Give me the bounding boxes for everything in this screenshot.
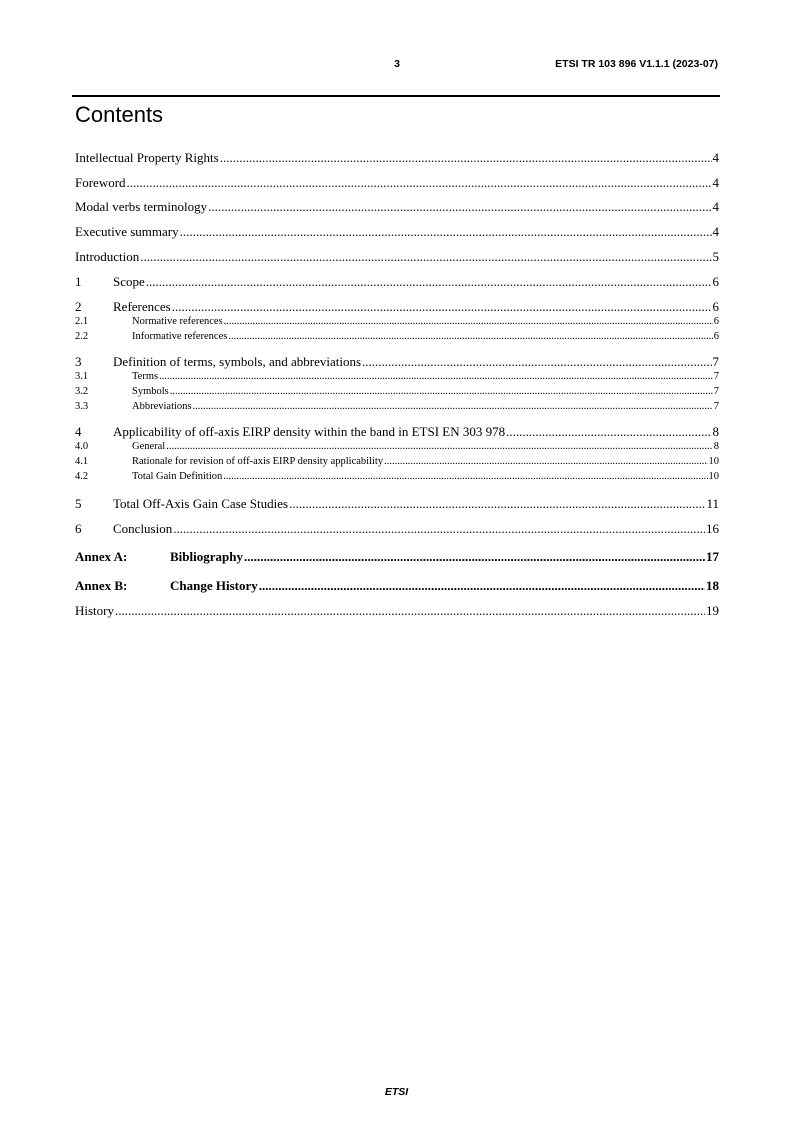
toc-entry[interactable] bbox=[75, 249, 719, 264]
toc-entry-title: Foreword bbox=[75, 175, 126, 190]
toc-leader bbox=[127, 175, 712, 190]
toc-leader bbox=[244, 549, 705, 564]
toc-leader bbox=[146, 274, 712, 289]
toc-entry-title: Modal verbs terminology bbox=[75, 199, 208, 214]
toc-leader bbox=[220, 150, 712, 165]
toc-entry[interactable] bbox=[75, 401, 719, 413]
toc-leader bbox=[224, 316, 713, 328]
toc-entry-number: 3 bbox=[75, 354, 82, 369]
toc-leader bbox=[193, 401, 713, 413]
toc-entry[interactable] bbox=[75, 274, 719, 289]
toc-entry[interactable] bbox=[75, 175, 719, 190]
toc-entry-page: 6 bbox=[712, 299, 719, 314]
toc-entry-title: Bibliography bbox=[170, 549, 243, 564]
toc-entry-number: 3.3 bbox=[75, 401, 89, 412]
toc-entry-number: 6 bbox=[75, 521, 82, 536]
toc-entry[interactable] bbox=[75, 521, 719, 536]
toc-entry-number: 5 bbox=[75, 496, 82, 511]
toc-entry[interactable] bbox=[75, 456, 719, 468]
toc-entry-number: 4.1 bbox=[75, 456, 89, 467]
toc-entry-title: Change History bbox=[170, 578, 258, 593]
toc-entry-title: Scope bbox=[113, 274, 145, 289]
toc-entry-title: Normative references bbox=[132, 316, 223, 327]
toc-entry-title: Introduction bbox=[75, 249, 140, 264]
toc-entry-title: Executive summary bbox=[75, 224, 179, 239]
toc-entry-number: Annex A: bbox=[75, 549, 128, 564]
contents-title: Contents bbox=[75, 102, 164, 127]
toc-entry-page: 17 bbox=[706, 549, 719, 564]
toc-entry[interactable] bbox=[75, 354, 719, 369]
toc-entry-number: 4 bbox=[75, 424, 82, 439]
toc-entry[interactable] bbox=[75, 150, 719, 165]
toc-entry-number: 4.2 bbox=[75, 471, 89, 482]
toc-entry-title: Applicability of off-axis EIRP density within the band in ETSI EN 303 978 bbox=[113, 424, 506, 439]
document-id: ETSI TR 103 896 V1.1.1 (2023-07) bbox=[555, 58, 718, 70]
toc-leader bbox=[228, 331, 712, 343]
toc-entry-page: 5 bbox=[712, 249, 719, 264]
toc-entry-number: 2 bbox=[75, 299, 82, 314]
toc-leader bbox=[362, 354, 711, 369]
toc-entry-page: 7 bbox=[713, 401, 719, 412]
toc-entry-title: History bbox=[75, 603, 114, 618]
toc-entry[interactable] bbox=[75, 424, 719, 439]
toc-entry-number: 4.0 bbox=[75, 441, 89, 452]
toc-entry-title: Definition of terms, symbols, and abbreviations bbox=[113, 354, 362, 369]
toc-entry[interactable] bbox=[75, 386, 719, 398]
toc-entry-page: 4 bbox=[712, 224, 719, 239]
toc-entry-title: General bbox=[132, 441, 166, 452]
toc-entry-title: Total Off-Axis Gain Case Studies bbox=[113, 496, 289, 511]
toc-entry[interactable] bbox=[75, 471, 719, 483]
toc-entry-number: 3.1 bbox=[75, 371, 89, 382]
toc-leader bbox=[173, 521, 705, 536]
toc-entry-page: 7 bbox=[713, 371, 719, 382]
toc-entry-number: 3.2 bbox=[75, 386, 89, 397]
toc-entry[interactable] bbox=[75, 199, 719, 214]
toc-entry-number: 1 bbox=[75, 274, 82, 289]
toc-entry[interactable] bbox=[75, 299, 719, 314]
toc-leader bbox=[166, 441, 713, 453]
toc-entry[interactable] bbox=[75, 331, 719, 343]
toc-leader bbox=[180, 224, 712, 239]
toc-entry-title: Informative references bbox=[132, 331, 228, 342]
toc-entry[interactable] bbox=[75, 316, 719, 328]
toc-leader bbox=[506, 424, 711, 439]
toc-entry-page: 4 bbox=[712, 199, 719, 214]
toc-leader bbox=[208, 199, 711, 214]
toc-entry-number: Annex B: bbox=[75, 578, 128, 593]
toc-leader bbox=[172, 299, 712, 314]
toc-entry-title: Terms bbox=[132, 371, 159, 382]
toc-entry-page: 10 bbox=[708, 471, 719, 482]
toc-entry-title: References bbox=[113, 299, 171, 314]
toc-entry-page: 16 bbox=[706, 521, 719, 536]
toc-entry-title: Total Gain Definition bbox=[132, 471, 223, 482]
toc-entry-annex[interactable] bbox=[75, 578, 719, 593]
toc-entry-number: 2.2 bbox=[75, 331, 89, 342]
page-number: 3 bbox=[394, 58, 400, 70]
toc-entry-page: 8 bbox=[713, 441, 719, 452]
toc-entry-page: 11 bbox=[706, 496, 719, 511]
toc-entry-page: 8 bbox=[712, 424, 719, 439]
toc-entry[interactable] bbox=[75, 371, 719, 383]
toc-entry[interactable] bbox=[75, 603, 719, 618]
toc-entry-page: 4 bbox=[712, 175, 719, 190]
toc-entry-page: 4 bbox=[712, 150, 719, 165]
toc-leader bbox=[115, 603, 705, 618]
toc-entry-page: 7 bbox=[712, 354, 719, 369]
toc-entry-page: 18 bbox=[706, 578, 719, 593]
toc-entry-page: 19 bbox=[706, 603, 719, 618]
toc-entry-title: Symbols bbox=[132, 386, 169, 397]
toc-leader bbox=[289, 496, 705, 511]
toc-leader bbox=[140, 249, 711, 264]
toc-entry-title: Rationale for revision of off-axis EIRP density applicability bbox=[132, 456, 384, 467]
toc-entry[interactable] bbox=[75, 496, 719, 511]
toc-leader bbox=[159, 371, 713, 383]
header-rule bbox=[72, 95, 720, 97]
toc-leader bbox=[223, 471, 707, 483]
toc-entry-page: 6 bbox=[713, 316, 719, 327]
toc-entry-page: 6 bbox=[713, 331, 719, 342]
toc-entry-page: 6 bbox=[712, 274, 719, 289]
toc-leader bbox=[259, 578, 705, 593]
toc-entry[interactable] bbox=[75, 441, 719, 453]
toc-entry[interactable] bbox=[75, 224, 719, 239]
toc-leader bbox=[384, 456, 707, 468]
toc-entry-annex[interactable] bbox=[75, 549, 719, 564]
footer-etsi: ETSI bbox=[384, 1086, 409, 1098]
toc-entry-title: Intellectual Property Rights bbox=[75, 150, 219, 165]
toc-leader bbox=[170, 386, 713, 398]
toc-entry-title: Conclusion bbox=[113, 521, 173, 536]
toc-entry-number: 2.1 bbox=[75, 316, 89, 327]
toc-entry-title: Abbreviations bbox=[132, 401, 192, 412]
toc-entry-page: 10 bbox=[708, 456, 719, 467]
toc-entry-page: 7 bbox=[713, 386, 719, 397]
